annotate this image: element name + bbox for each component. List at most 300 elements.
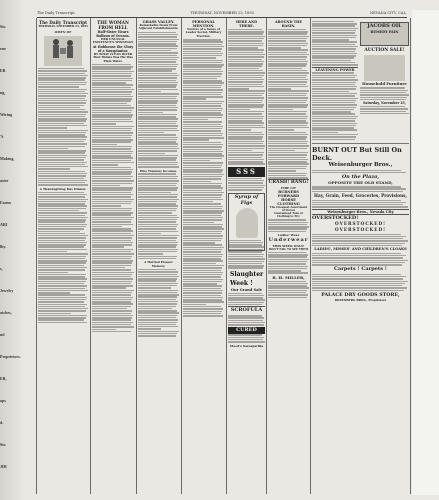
text-line (138, 242, 178, 243)
col2-bit-1: At Hobhouse the Glory of a Sauspinnior. (92, 44, 134, 53)
text-line (183, 121, 222, 122)
text-line (38, 86, 79, 87)
text-line (360, 90, 408, 91)
text-line (312, 46, 358, 47)
crash-bit-3: FORWARD (277, 194, 300, 199)
text-line (38, 178, 84, 179)
text-line (38, 199, 88, 200)
text-line (228, 113, 262, 114)
text-line (183, 105, 221, 106)
text-line (268, 166, 307, 167)
text-line (268, 283, 308, 284)
text-line (312, 100, 356, 101)
text-line (138, 139, 177, 140)
text-line (138, 185, 176, 186)
on-the-plaza: On the Plaza, (341, 174, 380, 181)
text-line (183, 41, 223, 42)
scrofula-text (228, 315, 265, 326)
text-line (138, 125, 178, 126)
text-line (228, 79, 264, 80)
edge-fragment: Farms (0, 200, 12, 205)
text-line (92, 87, 131, 88)
text-line (92, 276, 131, 277)
text-line (138, 224, 178, 225)
text-line (138, 331, 179, 332)
text-line (138, 215, 177, 216)
col6-headline: AROUND THE BASIN. (275, 20, 302, 28)
text-line (92, 249, 133, 250)
text-line (228, 320, 263, 321)
text-line (312, 28, 358, 29)
text-line (268, 254, 308, 255)
text-line (312, 285, 402, 286)
text-line (228, 31, 264, 32)
text-line (138, 48, 177, 49)
text-line (138, 212, 172, 213)
text-line (92, 178, 131, 179)
text-line (183, 110, 222, 111)
text-line (268, 70, 307, 71)
text-line (183, 256, 222, 257)
text-line (138, 280, 176, 281)
text-line (38, 203, 85, 204)
weisenburger-name: Weisenburger Bros., (328, 161, 393, 168)
text-line (228, 109, 250, 110)
text-line (92, 128, 132, 129)
text-line (92, 205, 121, 206)
edge-fragment: ARI (0, 222, 8, 227)
text-line (138, 73, 177, 74)
text-line (312, 25, 355, 26)
text-line (312, 51, 355, 52)
text-line (312, 64, 358, 65)
text-line (138, 123, 176, 124)
text-line (92, 283, 131, 284)
text-line (183, 82, 224, 83)
text-line (138, 319, 178, 320)
text-line (92, 183, 132, 184)
grand-sale-label: Our Grand Sale (230, 287, 263, 292)
text-line (38, 77, 86, 78)
text-line (138, 43, 176, 44)
text-line (138, 237, 177, 238)
text-line (138, 173, 176, 174)
dealer-name: R. H. MILLER, (272, 274, 305, 280)
text-line (312, 116, 358, 117)
text-line (228, 152, 264, 153)
text-line (312, 274, 401, 275)
text-line (183, 212, 222, 213)
column-6 (268, 20, 309, 490)
text-line (228, 81, 263, 82)
text-line (228, 75, 264, 76)
text-line (183, 66, 222, 67)
text-line (92, 299, 132, 300)
text-line (92, 94, 131, 95)
text-line (183, 126, 223, 127)
jacobs-oil-title: JACOBS OIL (367, 23, 402, 29)
text-line (183, 169, 223, 170)
clothing-notice: Guaranteed Tons of Clothing to Try! (274, 212, 303, 219)
text-line (183, 119, 208, 120)
text-line (228, 299, 265, 300)
sale-line-1: THIS WEEK ONLY! (272, 244, 305, 249)
text-line (312, 41, 357, 42)
hay-grain-line: Hay, Grain, Feed, Groceries, Provisions, (314, 193, 407, 199)
text-line (312, 79, 358, 80)
text-line (38, 237, 86, 238)
text-line (183, 112, 221, 113)
text-line (38, 159, 84, 160)
text-line (268, 38, 307, 39)
column-3 (138, 20, 179, 490)
text-line (268, 292, 306, 293)
text-line (38, 281, 86, 282)
text-line (38, 152, 85, 153)
text-line (183, 155, 224, 156)
text-line (312, 95, 355, 96)
text-line (268, 49, 308, 50)
text-line (268, 219, 306, 220)
text-line (92, 169, 133, 170)
text-line (38, 242, 87, 243)
text-line (38, 215, 85, 216)
text-line (268, 145, 309, 146)
text-line (312, 123, 357, 124)
text-line (38, 109, 85, 110)
text-line (312, 35, 357, 36)
text-line (138, 50, 171, 51)
text-line (312, 75, 357, 76)
text-line (360, 99, 406, 100)
text-line (38, 95, 86, 96)
text-line (138, 324, 176, 325)
text-line (268, 161, 307, 162)
edge-fragment: aster (0, 178, 9, 183)
text-line (138, 107, 178, 108)
text-line (38, 256, 86, 257)
text-line (268, 59, 306, 60)
text-line (138, 278, 177, 279)
col2-bit-2: BY WHAT CLEAN RIVER (93, 51, 133, 56)
text-line (268, 33, 307, 34)
text-line (38, 123, 84, 124)
text-line (268, 56, 307, 57)
text-line (183, 301, 224, 302)
text-line (183, 276, 221, 277)
text-line (38, 267, 87, 268)
text-line (92, 285, 133, 286)
text-line (92, 130, 131, 131)
text-line (312, 243, 405, 244)
text-line (92, 75, 131, 76)
text-line (138, 159, 176, 160)
text-line (92, 151, 133, 152)
edge-fragment: llty. (0, 244, 7, 249)
text-line (92, 135, 132, 136)
text-line (228, 52, 263, 53)
cured-badge: CURED (228, 327, 265, 334)
text-line (38, 68, 84, 69)
text-line (228, 90, 265, 91)
text-line (138, 32, 176, 33)
text-line (138, 285, 177, 286)
text-line (183, 117, 222, 118)
text-line (228, 68, 259, 69)
column-4 (183, 20, 224, 490)
rosenberg-bros: ROSENBERG BROS., Proprietors (334, 297, 387, 302)
col1-section: A Thanksgiving Day Dinner. (39, 186, 87, 191)
text-line (228, 65, 262, 66)
text-line (183, 299, 222, 300)
col1-text-2 (38, 192, 88, 323)
text-line (183, 272, 223, 273)
text-line (138, 130, 179, 131)
top-ads-row (312, 20, 409, 141)
text-line (312, 91, 349, 92)
text-line (92, 96, 133, 97)
text-line (138, 240, 176, 241)
text-line (228, 29, 262, 30)
text-line (92, 112, 131, 113)
text-line (228, 258, 265, 259)
text-line (228, 54, 265, 55)
text-line (138, 176, 178, 177)
col3-deck: Remarkable Items From Adjacent Establishments. (138, 23, 179, 31)
text-line (38, 310, 86, 311)
col3-headline: GRASS VALLEY. (142, 20, 175, 24)
text-line (228, 95, 262, 96)
text-line (268, 109, 293, 110)
text-line (138, 283, 178, 284)
household-furniture: Household Furniture (362, 81, 407, 86)
col2-text (92, 64, 134, 332)
text-line (183, 297, 223, 298)
edge-fragment: Sts. (0, 24, 7, 29)
column-rule (266, 18, 267, 494)
text-line (228, 138, 262, 139)
text-line (38, 278, 87, 279)
text-line (92, 78, 133, 79)
text-line (312, 120, 355, 121)
text-line (38, 208, 86, 209)
text-line (183, 215, 221, 216)
text-line (228, 93, 264, 94)
text-line (92, 272, 134, 273)
text-line (138, 328, 161, 329)
text-line (228, 102, 262, 103)
text-line (138, 128, 177, 129)
text-line (312, 82, 356, 83)
text-line (268, 113, 306, 114)
text-line (92, 146, 132, 147)
text-line (92, 233, 131, 234)
text-line (183, 185, 221, 186)
text-line (268, 170, 296, 171)
text-line (92, 315, 133, 316)
text-line (92, 110, 132, 111)
text-line (183, 315, 223, 316)
text-line (268, 120, 306, 121)
column-rule (226, 18, 227, 494)
crash-bit-2: BURNERS (278, 190, 299, 195)
text-line (183, 235, 223, 236)
col1-text (38, 68, 88, 186)
text-line (38, 130, 88, 131)
text-line (183, 69, 221, 70)
scrofula-ad: SCROFULA (228, 306, 265, 314)
text-line (228, 256, 263, 257)
text-line (360, 106, 405, 107)
text-line (268, 116, 308, 117)
text-line (228, 120, 262, 121)
text-line (92, 71, 134, 72)
text-line (183, 263, 216, 264)
text-line (228, 324, 264, 325)
text-line (138, 201, 177, 202)
text-line (268, 270, 301, 271)
text-line (138, 82, 178, 83)
col3-text (138, 32, 179, 168)
text-line (92, 258, 131, 259)
text-line (268, 111, 307, 112)
text-line (268, 138, 306, 139)
text-line (138, 45, 178, 46)
text-line (92, 329, 116, 330)
text-line (312, 60, 351, 61)
text-line (183, 142, 221, 143)
text-line (268, 261, 307, 262)
text-line (312, 109, 354, 110)
text-line (92, 82, 126, 83)
text-line (138, 301, 178, 302)
burnt-text-3 (312, 200, 409, 208)
text-line (38, 155, 87, 156)
burnt-out-ad: BURNT OUT But Still On Deck. (312, 145, 402, 162)
text-line (92, 162, 134, 163)
text-line (312, 88, 356, 89)
text-line (92, 201, 132, 202)
auction-text (360, 87, 409, 100)
text-line (268, 224, 307, 225)
text-line (38, 292, 70, 293)
text-line (183, 162, 223, 163)
jacobs-oil-ad (360, 22, 409, 46)
text-line (138, 166, 179, 167)
text-line (38, 269, 85, 270)
col4-bit-1: Notices of a Sense of Leader Social, Military Traction. (185, 27, 222, 38)
text-line (183, 267, 222, 268)
text-line (183, 295, 221, 296)
text-line (183, 224, 223, 225)
text-line (183, 187, 223, 188)
text-line (268, 68, 302, 69)
text-line (183, 219, 222, 220)
text-line (38, 228, 84, 229)
text-line (138, 77, 177, 78)
text-line (268, 177, 308, 178)
text-line (228, 161, 263, 162)
sale-line-2: DON'T FAIL TO SEE THEM (268, 248, 309, 252)
text-line (183, 308, 223, 309)
text-line (183, 176, 222, 177)
text-line (92, 189, 132, 190)
text-line (312, 206, 408, 207)
text-line (360, 87, 405, 88)
text-line (183, 94, 221, 95)
text-line (92, 246, 124, 247)
crash-bit-4: HORSE (281, 198, 296, 203)
text-line (138, 249, 178, 250)
text-line (138, 208, 177, 209)
text-line (38, 84, 86, 85)
text-line (312, 32, 355, 33)
text-line (228, 150, 252, 151)
col2-sub: HER UNUSUAL EXISTENCE'S WINNINGS (92, 37, 134, 45)
text-line (92, 287, 126, 288)
text-line (138, 187, 178, 188)
text-line (138, 333, 177, 334)
text-line (183, 201, 213, 202)
text-line (138, 34, 178, 35)
text-line (268, 31, 308, 32)
text-line (228, 251, 262, 252)
text-line (268, 47, 301, 48)
text-line (38, 265, 84, 266)
text-line (38, 262, 86, 263)
text-line (138, 98, 176, 99)
edge-fragment: ng, (0, 90, 6, 95)
text-line (92, 303, 133, 304)
text-line (138, 253, 163, 254)
col5-text-2 (228, 251, 265, 268)
text-line (38, 317, 86, 318)
text-line (268, 173, 307, 174)
text-line (92, 107, 134, 108)
text-line (38, 304, 87, 305)
text-line (92, 224, 133, 225)
text-line (183, 128, 222, 129)
text-line (228, 43, 264, 44)
text-line (312, 98, 358, 99)
text-line (228, 100, 263, 101)
text-line (268, 88, 291, 89)
text-line (183, 183, 222, 184)
text-line (312, 93, 357, 94)
text-line (138, 258, 176, 259)
text-line (92, 176, 133, 177)
syrup-of-figs-ad (228, 193, 265, 251)
text-line (228, 129, 251, 130)
text-line (268, 86, 308, 87)
text-line (312, 77, 355, 78)
text-line (183, 181, 211, 182)
text-line (138, 96, 177, 97)
text-line (268, 52, 307, 53)
text-line (38, 70, 87, 71)
text-line (138, 271, 178, 272)
text-line (268, 90, 309, 91)
edge-fragment: JIH (0, 464, 7, 469)
text-line (312, 257, 403, 258)
text-line (38, 141, 84, 142)
text-line (268, 125, 307, 126)
text-line (228, 97, 264, 98)
text-line (92, 306, 131, 307)
text-line (183, 242, 215, 243)
text-line (268, 266, 308, 267)
text-line (183, 244, 222, 245)
